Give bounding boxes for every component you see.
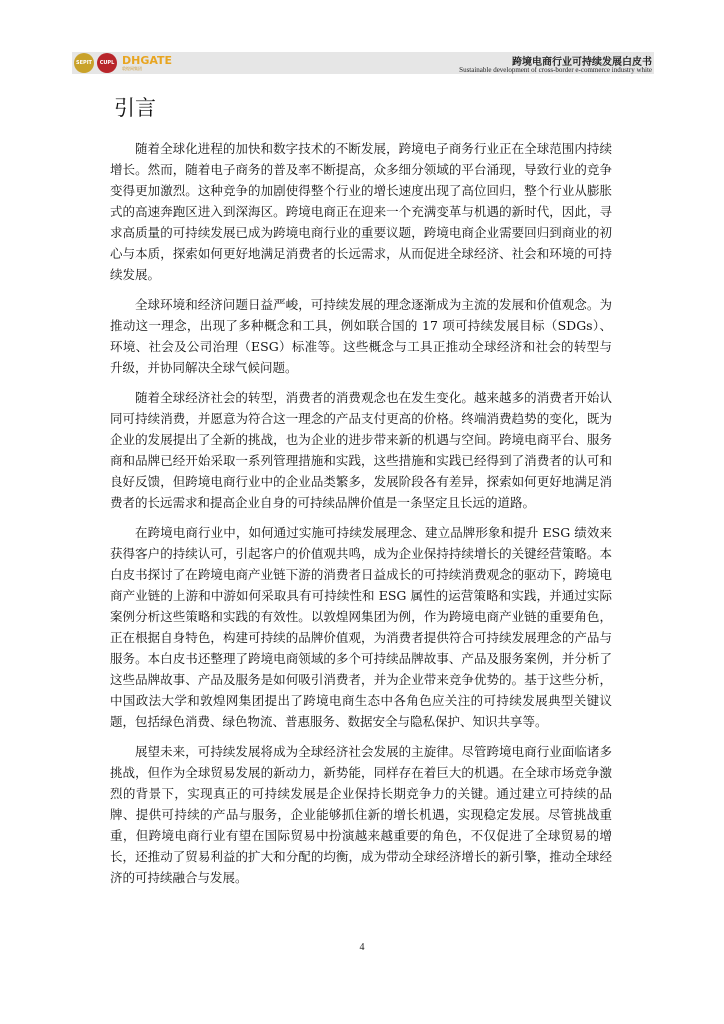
header-logos (74, 53, 172, 73)
body-text (110, 138, 612, 897)
sepit-logo: SEPIT (74, 53, 94, 73)
header-subtitle: Sustainable development of cross-border e-commerce industry white (459, 66, 652, 74)
paragraph-5: 展望未来，可持续发展将成为全球经济社会发展的主旋律。尽管跨境电商行业面临诸多挑战，但作为全球贸易发展的新动力，新势能，同样存在着巨大的机遇。在全球市场竞争激烈的背景下，实现真正的可持续发展是企业保持长期竞争力的关键。通过建立可持续的品牌、提供可持续的产品与服务，企业能够抓住新的增长机遇，实现稳定发展。尽管挑战重重，但跨境电商行业有望在国际贸易中扮演越来越重要的角色，不仅促进了全球贸易的增长，还推动了贸易利益的扩大和分配的均衡，成为带动全球经济增长的新引擎，推动全球经济的可持续融合与发展。 (110, 744, 612, 885)
cupl-logo: CUPL (97, 53, 117, 73)
brand-name: DHGATE (122, 54, 173, 67)
paragraph-4: 在跨境电商行业中，如何通过实施可持续发展理念、建立品牌形象和提升 ESG 绩效来获得客户的持续认可，引起客户的价值观共鸣，成为企业保持持续增长的关键经营策略。本白皮书探讨了在跨境电商产业链下游的消费者日益成长的可持续消费观念的驱动下，跨境电商产业链的上游和中游如何采取具有可持续性和 ESG 属性的运营策略和实践，并通过实际案例分析这些策略和实践的有效性。以敦煌网集团为例，作为跨境电商产业链的重要角色，正在根据自身特色，构建可持续的品牌价值观，为消费者提供符合可持续发展理念的产品与服务。本白皮书还整理了跨境电商领域的多个可持续品牌故事、产品及服务案例，并分析了这些品牌故事、产品及服务是如何吸引消费者，并为企业带来竞争优势的。基于这些分析，中国政法大学和敦煌网集团提出了跨境电商生态中各角色应关注的可持续发展典型关键议题，包括绿色消费、绿色物流、普惠服务、数据安全与隐私保护、知识共享等。 (110, 525, 612, 729)
brand-subtitle: 敦煌网集团 (122, 66, 142, 71)
dhgate-logo (122, 55, 172, 71)
paragraph-2: 全球环境和经济问题日益严峻，可持续发展的理念逐渐成为主流的发展和价值观念。为推动这一理念，出现了多种概念和工具，例如联合国的 17 项可持续发展目标（SDGs）、环境、社会及公司治理（ESG）标准等。这些概念与工具正推动全球经济和社会的转型与升级，并协同解决全球气候问题。 (110, 297, 612, 375)
paragraph-1: 随着全球化进程的加快和数字技术的不断发展，跨境电子商务行业正在全球范围内持续增长。然而，随着电子商务的普及率不断提高，众多细分领域的平台涌现，导致行业的竞争变得更加激烈。这种竞争的加剧使得整个行业的增长速度出现了高位回归，整个行业从膨胀式的高速奔跑区进入到深海区。跨境电商正在迎来一个充满变革与机遇的新时代，因此，寻求高质量的可持续发展已成为跨境电商行业的重要议题，跨境电商企业需要回归到商业的初心与本质，探索如何更好地满足消费者的长远需求，从而促进全球经济、社会和环境的可持续发展。 (110, 141, 612, 282)
header-title: 跨境电商行业可持续发展白皮书 (512, 57, 652, 68)
paragraph-3: 随着全球经济社会的转型，消费者的消费观念也在发生变化。越来越多的消费者开始认同可持续消费，并愿意为符合这一理念的产品支付更高的价格。终端消费趋势的变化，既为企业的发展提出了全新的挑战，也为企业的进步带来新的机遇与空间。跨境电商平台、服务商和品牌已经开始采取一系列管理措施和实践，这些措施和实践已经得到了消费者的认可和良好反馈，但跨境电商行业中的企业品类繁多，发展阶段各有差异，探索如何更好地满足消费者的长远需求和提高企业自身的可持续品牌价值是一条坚定且长远的道路。 (110, 390, 612, 510)
page-number: 4 (359, 942, 365, 953)
section-heading: 引言 (114, 96, 156, 120)
